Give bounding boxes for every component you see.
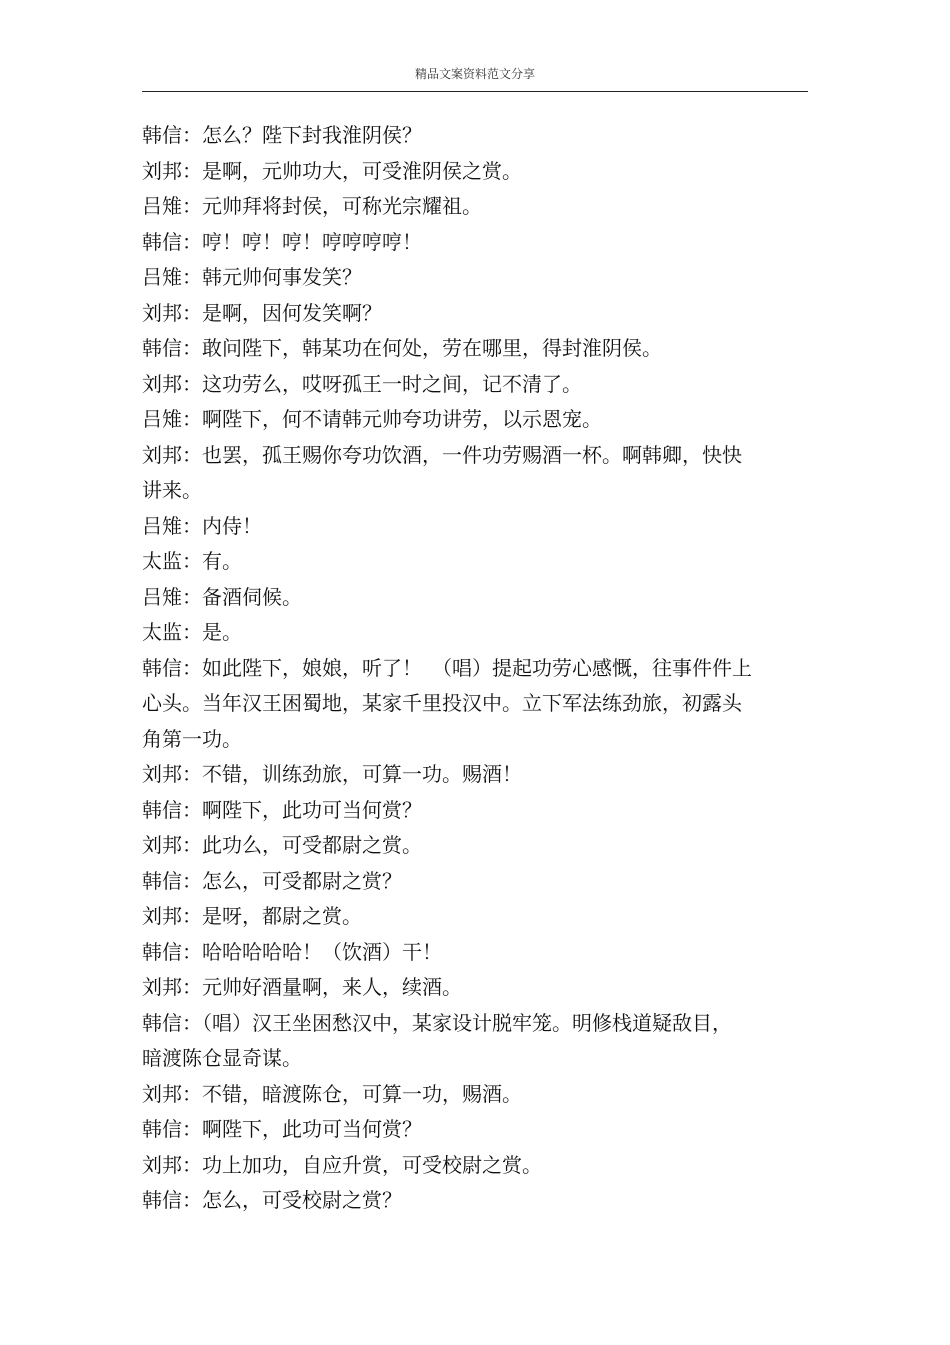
script-line: 刘邦：是啊，元帅功大，可受淮阴侯之赏。: [142, 158, 522, 183]
script-line: 韩信：怎么？陛下封我淮阴侯？: [142, 123, 422, 147]
script-line: 角第一功。: [142, 726, 242, 751]
script-line: 刘邦：元帅好酒量啊，来人，续酒。: [142, 975, 462, 999]
script-line: 刘邦：这功劳么，哎呀孤王一时之间，记不清了。: [142, 371, 582, 396]
page-header: 精品文案资料范文分享: [414, 67, 535, 81]
script-line: 韩信：（唱）汉王坐困愁汉中，某家设计脱牢笼。明修栈道疑敌目，: [142, 1010, 732, 1035]
header-divider: [142, 91, 808, 92]
script-line: 韩信：怎么，可受校尉之赏？: [142, 1188, 402, 1212]
script-line: 吕雉：韩元帅何事发笑？: [142, 265, 362, 289]
script-line: 太监：有。: [142, 549, 242, 573]
script-line: 吕雉：啊陛下，何不请韩元帅夸功讲劳，以示恩宠。: [142, 407, 602, 431]
script-line: 讲来。: [142, 478, 202, 502]
script-line: 心头。当年汉王困蜀地，某家千里投汉中。立下军法练劲旅，初露头: [142, 691, 742, 715]
script-line: 刘邦：功上加功，自应升赏，可受校尉之赏。: [142, 1152, 542, 1177]
script-line: 暗渡陈仓显奇谋。: [142, 1046, 302, 1070]
script-line: 刘邦：也罢，孤王赐你夸功饮酒，一件功劳赐酒一杯。啊韩卿，快快: [142, 442, 742, 467]
script-line: 太监：是。: [142, 620, 242, 644]
script-line: 吕雉：备酒伺候。: [142, 584, 302, 609]
script-line: 刘邦：此功么，可受都尉之赏。: [142, 833, 422, 857]
script-line: 韩信：怎么，可受都尉之赏？: [142, 868, 402, 893]
script-line: 韩信：哈哈哈哈哈！（饮酒）干！: [142, 939, 442, 964]
script-line: 刘邦：是呀，都尉之赏。: [142, 904, 362, 928]
script-line: 韩信：敢问陛下，韩某功在何处，劳在哪里，得封淮阴侯。: [142, 336, 662, 360]
script-line: 韩信：啊陛下，此功可当何赏？: [142, 797, 422, 822]
script-line: 刘邦：不错，暗渡陈仓，可算一功，赐酒。: [142, 1081, 522, 1106]
script-body: [142, 118, 792, 1219]
script-line: 刘邦：是啊，因何发笑啊？: [142, 300, 382, 325]
script-line: 刘邦：不错，训练劲旅，可算一功。赐酒！: [142, 762, 522, 786]
script-line: 韩信：啊陛下，此功可当何赏？: [142, 1117, 422, 1141]
script-line: 吕雉：元帅拜将封侯，可称光宗耀祖。: [142, 194, 482, 218]
script-line: 吕雉：内侍！: [142, 513, 262, 538]
script-line: 韩信：哼！哼！哼！哼哼哼哼！: [142, 229, 422, 254]
script-line: 韩信：如此陛下，娘娘，听了！ （唱）提起功劳心感慨，往事件件上: [142, 655, 752, 680]
